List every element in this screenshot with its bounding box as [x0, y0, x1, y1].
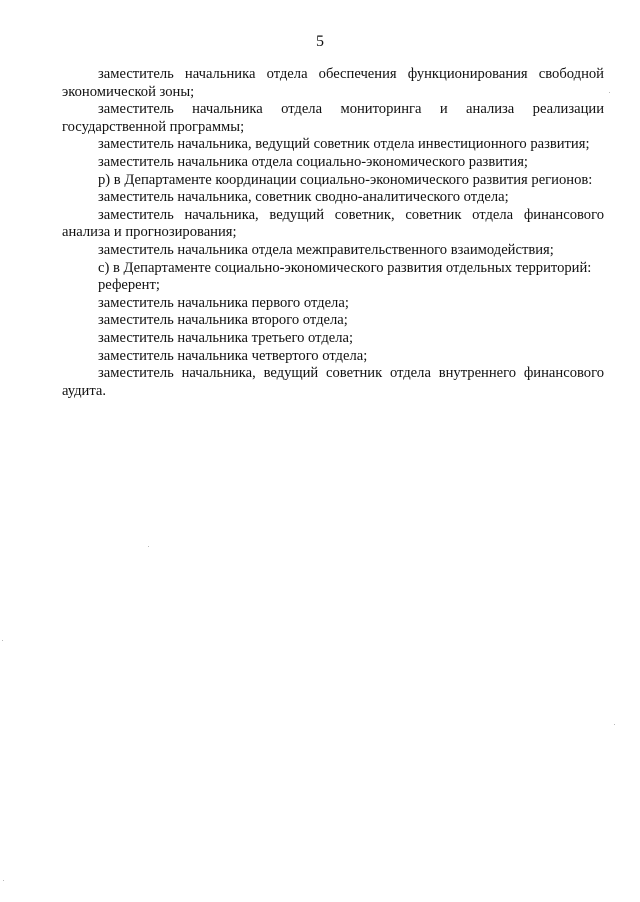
paragraph: заместитель начальника отдела межправительственного взаимодействия;: [98, 241, 554, 258]
paragraph: заместитель начальника, ведущий советник отдела инвестиционного развития;: [98, 136, 590, 153]
paragraph: заместитель начальника второго отдела;: [98, 312, 348, 329]
paragraph: заместитель начальника третьего отдела;: [98, 329, 354, 346]
paragraph: заместитель начальника отдела обеспечения функционирования свободной экономической зоны;: [62, 66, 604, 100]
scan-speck: [609, 92, 610, 93]
scan-speck: [148, 546, 149, 547]
paragraph: заместитель начальника, ведущий советник, советник отдела финансового анализа и прогнозирования;: [62, 206, 604, 241]
paragraph: заместитель начальника четвертого отдела;: [98, 347, 368, 364]
paragraph: заместитель начальника отдела мониторинга и анализа реализации государственной программы;: [62, 101, 604, 135]
paragraph: заместитель начальника, советник сводно-аналитического отдела;: [98, 189, 509, 206]
document-body: [62, 66, 604, 400]
scan-speck: [3, 880, 4, 881]
section-heading-r: р) в Департаменте координации социально-экономического развития регионов:: [98, 171, 593, 188]
scan-speck: [614, 724, 615, 725]
page-number: 5: [316, 33, 324, 50]
section-heading-s: с) в Департаменте социально-экономического развития отдельных территорий:: [98, 259, 592, 276]
paragraph: заместитель начальника первого отдела;: [98, 294, 349, 311]
paragraph: заместитель начальника, ведущий советник отдела внутреннего финансового аудита.: [62, 365, 604, 399]
paragraph: заместитель начальника отдела социально-экономического развития;: [98, 153, 528, 170]
paragraph: референт;: [98, 277, 160, 294]
scan-speck: [2, 640, 3, 641]
